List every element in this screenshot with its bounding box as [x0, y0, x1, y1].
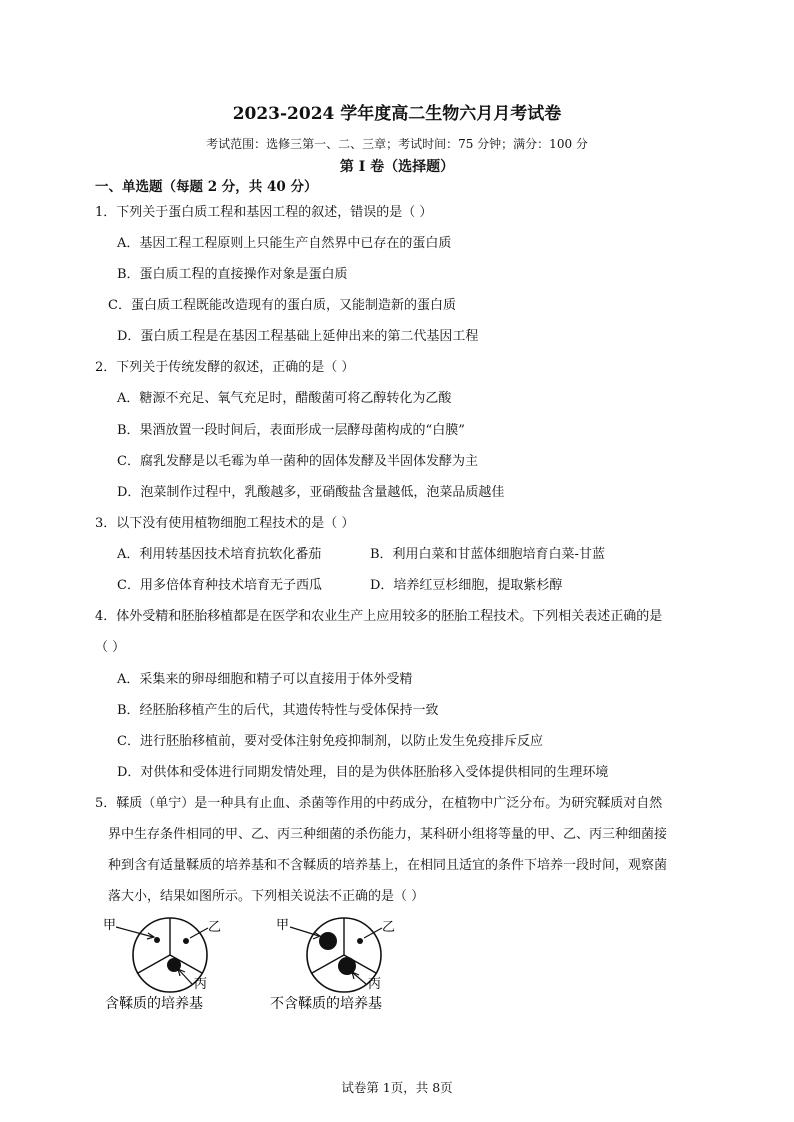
question-2-option-d: D．泡菜制作过程中，乳酸越多，亚硝酸盐含量越低，泡菜品质越佳 [117, 485, 505, 500]
question-3-option-b: B．利用白菜和甘蓝体细胞培育白菜-甘蓝 [370, 547, 605, 562]
question-3-option-a: A．利用转基因技术培育抗软化番茄 [117, 547, 322, 562]
question-2-option-a: A．糖源不充足、氧气充足时，醋酸菌可将乙醇转化为乙酸 [117, 391, 452, 406]
question-1-option-a: A．基因工程工程原则上只能生产自然界中已存在的蛋白质 [117, 236, 452, 251]
label-yi: 乙 [208, 920, 222, 935]
page-footer: 试卷第 1页，共 8页 [341, 1080, 453, 1095]
colony-yi [183, 938, 189, 944]
question-3-stem: 3．以下没有使用植物细胞工程技术的是（ ） [95, 516, 355, 531]
dish-caption-without-tannin: 不含鞣质的培养基 [270, 996, 382, 1012]
volume-heading: 第 I 卷（选择题） [339, 159, 455, 175]
petri-dish-figure [100, 915, 440, 1015]
question-4-option-d: D．对供体和受体进行同期发情处理，目的是为供体胚胎移入受体提供相同的生理环境 [117, 765, 609, 780]
colony-jia [154, 937, 160, 943]
label-jia: 甲 [103, 918, 117, 933]
question-2-option-b: B．果酒放置一段时间后，表面形成一层酵母菌构成的“白膜” [117, 423, 465, 438]
dish-without-tannin [270, 918, 395, 1012]
colony-jia [319, 932, 337, 950]
colony-yi [357, 938, 363, 944]
question-4-stem-continuation: （ ） [95, 640, 126, 655]
question-4-option-c: C．进行胚胎移植前，要对受体注射免疫抑制剂，以防止发生免疫排斥反应 [117, 734, 543, 749]
question-3-option-d: D．培养红豆杉细胞，提取紫杉醇 [370, 578, 563, 593]
question-1-stem: 1．下列关于蛋白质工程和基因工程的叙述，错误的是（ ） [95, 205, 433, 220]
question-5-stem-line-4: 落大小，结果如图所示。下列相关说法不正确的是（ ） [108, 889, 425, 904]
question-4-option-b: B．经胚胎移植产生的后代，其遗传特性与受体保持一致 [117, 703, 439, 718]
question-4-option-a: A．采集来的卵母细胞和精子可以直接用于体外受精 [117, 672, 413, 687]
exam-title: 2023-2024 学年度高二生物六月月考试卷 [232, 104, 562, 124]
question-2-stem: 2．下列关于传统发酵的叙述，正确的是（ ） [95, 360, 355, 375]
question-5-stem-line-1: 5．鞣质（单宁）是一种具有止血、杀菌等作用的中药成分，在植物中广泛分布。为研究鞣质对自然 [95, 796, 663, 811]
exam-scope: 考试范围：选修三第一、二、三章；考试时间：75 分钟；满分：100 分 [206, 137, 588, 151]
question-3-option-c: C．用多倍体育种技术培育无子西瓜 [117, 578, 322, 593]
dish-with-tannin [103, 918, 221, 1012]
question-1-option-d: D．蛋白质工程是在基因工程基础上延伸出来的第二代基因工程 [117, 329, 479, 344]
section-heading: 一、单选题（每题 2 分，共 40 分） [95, 179, 318, 195]
question-1-option-b: B．蛋白质工程的直接操作对象是蛋白质 [117, 267, 348, 282]
dish-caption-with-tannin: 含鞣质的培养基 [105, 996, 203, 1012]
question-5-stem-line-3: 种到含有适量鞣质的培养基和不含鞣质的培养基上，在相同且适宜的条件下培养一段时间，观察菌 [108, 858, 668, 873]
label-bing: 丙 [194, 977, 208, 992]
question-5-stem-line-2: 界中生存条件相同的甲、乙、丙三种细菌的杀伤能力，某科研小组将等量的甲、乙、丙三种细菌接 [108, 827, 668, 842]
label-bing: 丙 [368, 977, 382, 992]
label-jia: 甲 [276, 918, 290, 933]
question-2-option-c: C．腐乳发酵是以毛霉为单一菌种的固体发酵及半固体发酵为主 [117, 454, 478, 469]
question-4-stem: 4．体外受精和胚胎移植都是在医学和农业生产上应用较多的胚胎工程技术。下列相关表述正确的是 [95, 609, 663, 624]
label-yi: 乙 [382, 920, 396, 935]
question-1-option-c: C．蛋白质工程既能改造现有的蛋白质，又能制造新的蛋白质 [108, 298, 456, 313]
